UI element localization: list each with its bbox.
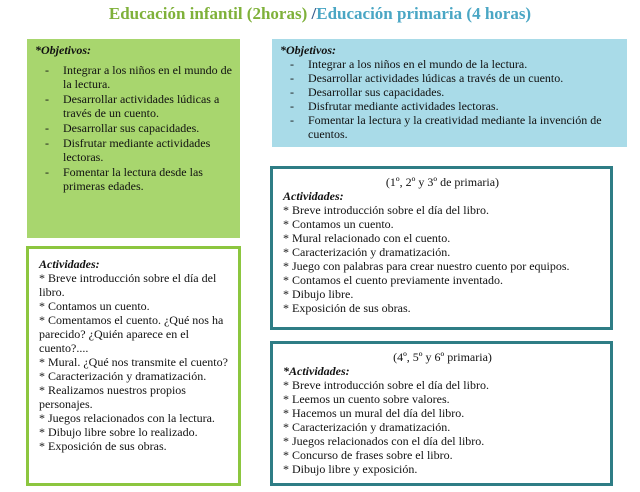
infantil-activities-box <box>26 246 241 486</box>
list-item: * Hacemos un mural del día del libro. <box>283 406 465 420</box>
list-item: - Disfrutar mediante actividades lectoras. <box>35 136 232 164</box>
list-item: * Exposición de sus obras. <box>283 301 411 315</box>
list-item: - Desarrollar actividades lúdicas a través de un cuento. <box>280 71 619 85</box>
primaria-1-3-activities-list <box>283 203 602 315</box>
primaria-1-3-activities-box <box>270 166 613 330</box>
list-item: - Disfrutar mediante actividades lectoras. <box>280 99 619 113</box>
list-item: - Integrar a los niños en el mundo de la lectura. <box>280 57 619 71</box>
list-item: * Breve introducción sobre el día del libro. <box>283 378 489 392</box>
list-item: * Breve introducción sobre el día del libro. <box>39 271 217 299</box>
grade-range-label: (4º, 5º y 6º primaria) <box>393 350 492 364</box>
infantil-activities-list <box>39 271 230 453</box>
list-item: * Juegos relacionados con el día del libro. <box>283 434 485 448</box>
list-item: * Caracterización y dramatización. <box>283 245 451 259</box>
infantil-objectives-heading: *Objetivos: <box>35 43 91 57</box>
list-item: - Desarrollar actividades lúdicas a través de un cuento. <box>35 92 232 120</box>
infantil-activities-heading: Actividades: <box>39 257 100 271</box>
list-item: * Juegos relacionados con la lectura. <box>39 411 215 425</box>
list-item: * Dibujo libre sobre lo realizado. <box>39 425 198 439</box>
list-item: - Fomentar la lectura y la creatividad mediante la invención de cuentos. <box>280 113 619 141</box>
list-item: * Contamos un cuento. <box>39 299 150 313</box>
list-item: - Integrar a los niños en el mundo de la lectura. <box>35 63 232 91</box>
primaria-1-3-activities-heading: Actividades: <box>283 189 344 203</box>
list-item: * Concurso de frases sobre el libro. <box>283 448 453 462</box>
list-item: * Realizamos nuestros propios personajes. <box>39 383 186 411</box>
primaria-4-6-activities-heading: *Actividades: <box>283 364 350 378</box>
title-infantil: Educación infantil (2horas) <box>108 4 308 23</box>
list-item: * Mural relacionado con el cuento. <box>283 231 451 245</box>
list-item: * Juego con palabras para crear nuestro cuento por equipos. <box>283 259 570 273</box>
list-item: - Fomentar la lectura desde las primeras edades. <box>35 165 232 193</box>
list-item: * Mural. ¿Qué nos transmite el cuento? <box>39 355 228 369</box>
grade-range-label: (1º, 2º y 3º de primaria) <box>385 175 500 189</box>
list-item: - Desarrollar sus capacidades. <box>35 121 232 135</box>
list-item: * Contamos un cuento. <box>283 217 394 231</box>
list-item: - Desarrollar sus capacidades. <box>280 85 619 99</box>
list-item: * Exposición de sus obras. <box>39 439 167 453</box>
primaria-objectives-list <box>280 57 619 141</box>
list-item: * Leemos un cuento sobre valores. <box>283 392 450 406</box>
list-item: * Caracterización y dramatización. <box>39 369 207 383</box>
primaria-objectives-box <box>272 39 627 147</box>
list-item: * Comentamos el cuento. ¿Qué nos ha parecido? ¿Quién aparece en el cuento?.... <box>39 313 224 355</box>
list-item: * Contamos el cuento previamente inventado. <box>283 273 503 287</box>
list-item: * Dibujo libre. <box>283 287 354 301</box>
primaria-objectives-heading: *Objetivos: <box>280 43 336 57</box>
primaria-4-6-activities-box <box>270 341 613 486</box>
page-title <box>0 4 640 24</box>
primaria-4-6-activities-list <box>283 378 602 476</box>
list-item: * Breve introducción sobre el día del libro. <box>283 203 489 217</box>
title-separator: / <box>307 4 317 23</box>
list-item: * Caracterización y dramatización. <box>283 420 451 434</box>
infantil-objectives-list <box>35 63 232 193</box>
list-item: * Dibujo libre y exposición. <box>283 462 418 476</box>
title-primaria: Educación primaria (4 horas) <box>316 4 532 23</box>
infantil-objectives-box <box>27 39 240 238</box>
